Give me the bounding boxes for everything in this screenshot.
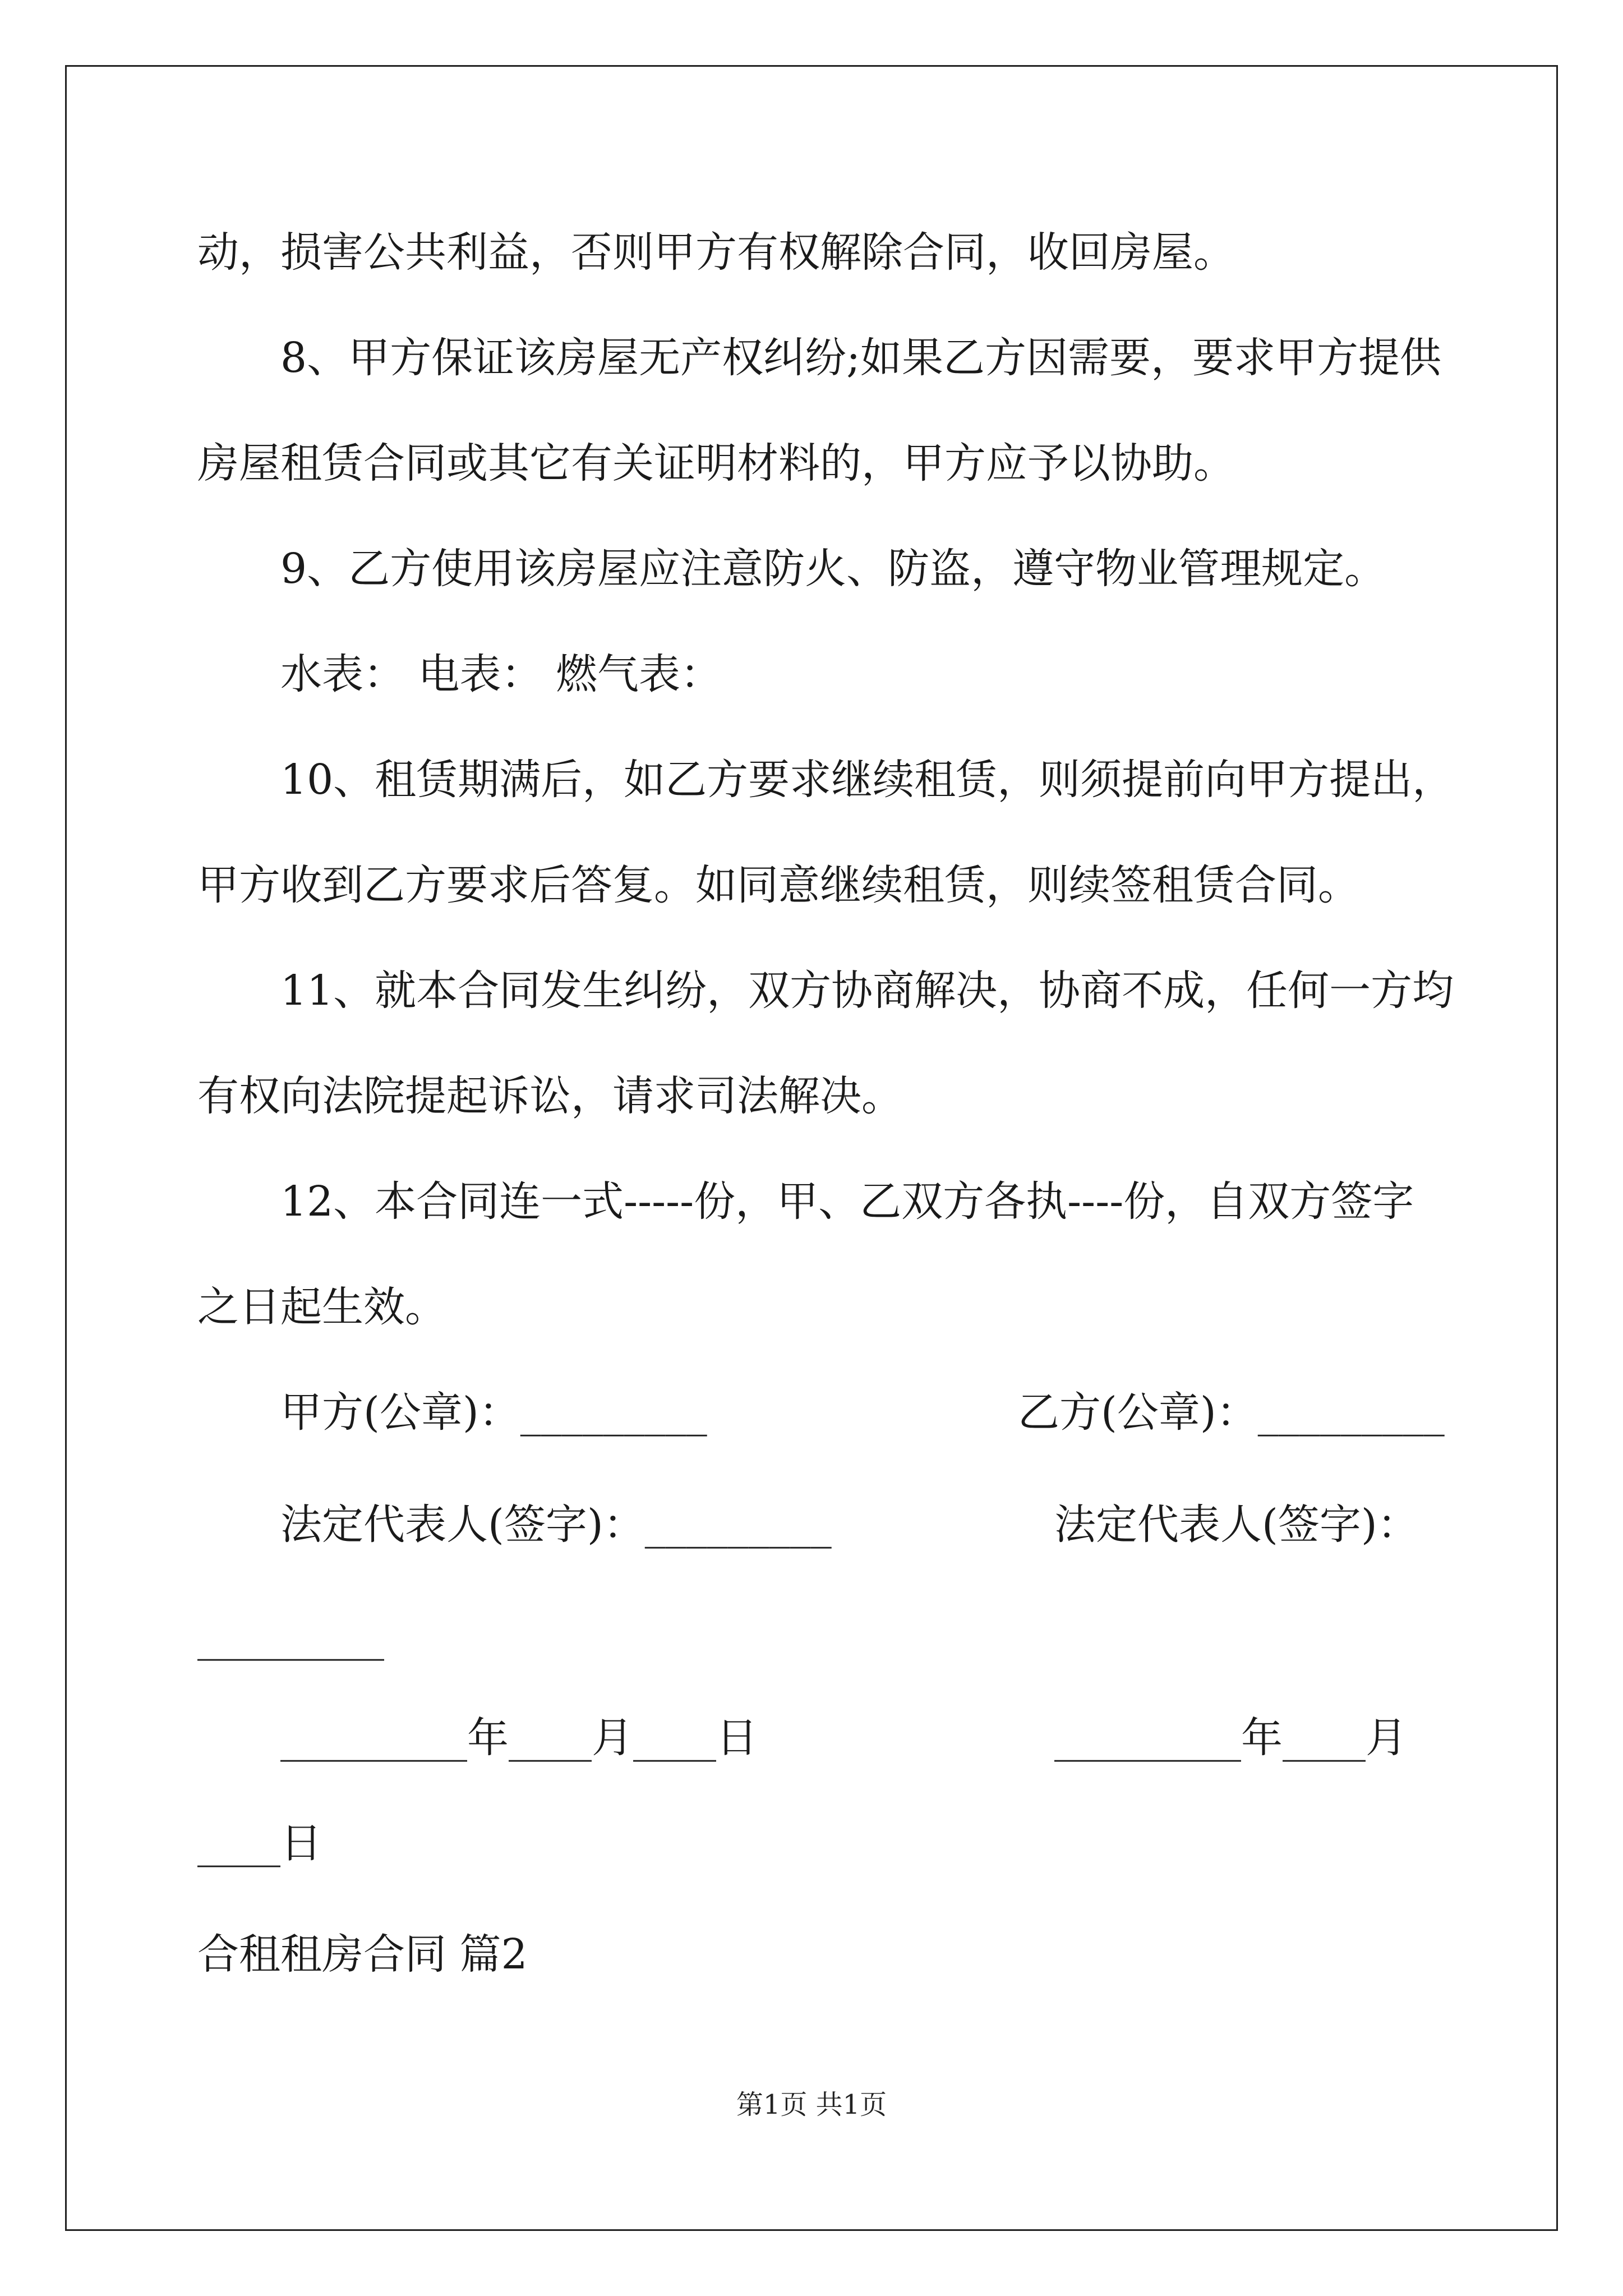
party-a-seal: 甲方(公章)：_________	[280, 1388, 707, 1437]
clause-9: 9、乙方使用该房屋应注意防火、防盗，遵守物业管理规定。	[280, 545, 1386, 593]
text-line: 之日起生效。	[197, 1283, 446, 1331]
clause-12: 12、本合同连一式-----份，甲、乙双方各执----份，自双方签字	[280, 1177, 1414, 1226]
text-line: 房屋租赁合同或其它有关证明材料的，甲方应予以协助。	[197, 439, 1235, 487]
party-b-date-day: ____日	[197, 1819, 322, 1867]
section-heading: 合租租房合同 篇2	[197, 1930, 528, 1978]
clause-10: 10、租赁期满后，如乙方要求继续租赁，则须提前向甲方提出，	[280, 756, 1454, 804]
party-a-date: _________年____月____日	[280, 1714, 758, 1762]
party-b-date: _________年____月	[1054, 1714, 1407, 1762]
meter-readings: 水表： 电表： 燃气表：	[280, 650, 722, 698]
party-b-seal: 乙方(公章)：_________	[1018, 1388, 1445, 1437]
page-border	[65, 65, 1558, 2231]
party-b-representative-blank: _________	[197, 1613, 384, 1661]
party-b-representative: 法定代表人(签字)：	[1054, 1501, 1419, 1549]
text-line: 动，损害公共利益，否则甲方有权解除合同，收回房屋。	[197, 228, 1235, 277]
text-line: 有权向法院提起诉讼，请求司法解决。	[197, 1072, 903, 1120]
party-a-representative: 法定代表人(签字)：_________	[280, 1501, 832, 1549]
clause-8: 8、甲方保证该房屋无产权纠纷;如果乙方因需要，要求甲方提供	[280, 334, 1442, 382]
text-line: 甲方收到乙方要求后答复。如同意继续租赁，则续签租赁合同。	[197, 861, 1359, 909]
page-footer: 第1页 共1页	[736, 2089, 887, 2120]
clause-11: 11、就本合同发生纠纷，双方协商解决，协商不成，任何一方均	[280, 967, 1454, 1015]
